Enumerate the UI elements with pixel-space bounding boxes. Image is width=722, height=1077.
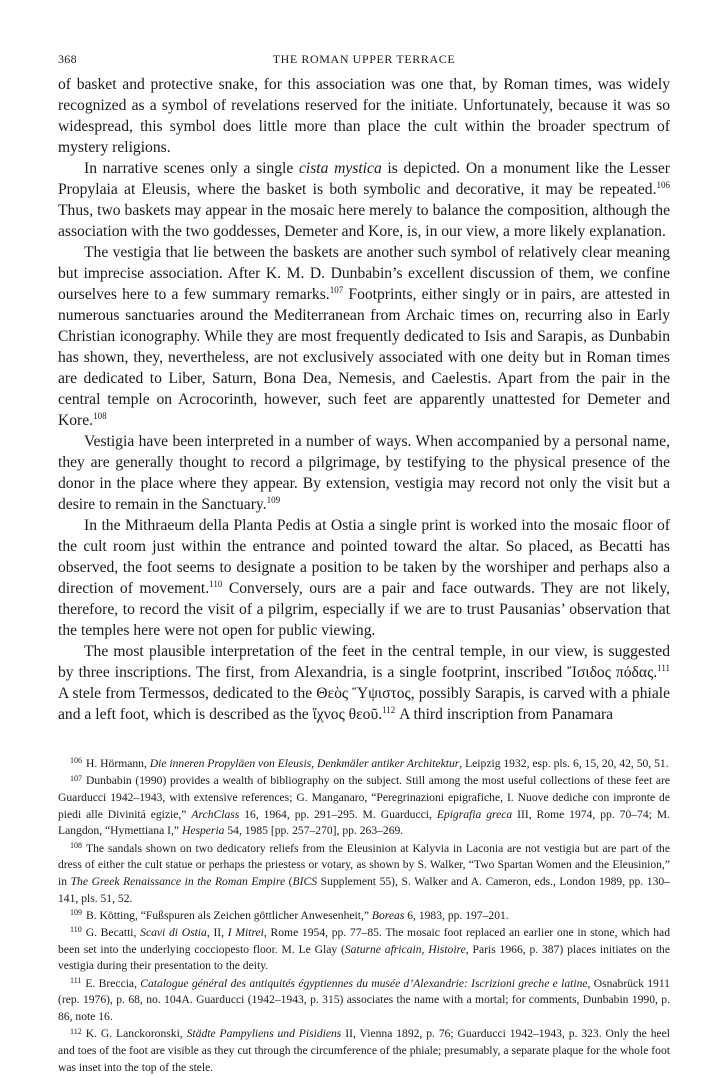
paragraph-2: In narrative scenes only a single cista mystica is depicted. On a monument like the Lesser Propylaia at Eleusis, where the basket is both symbolic and decorative, it may be repeated.$^{106}$ Thus, two baskets may appear in the mosaic here merely to balance the composition, although the association with the two goddesses, Demeter and Kore, is, in our view, a more likely explanation. (58, 160, 670, 240)
footnote-107: $^{107}$ Dunbabin (1990) provides a wealth of bibliography on the subject. Still among the most useful collections of these feet are Guarducci 1942–1943, with extensive references; G. Manganaro, “Peregrinazioni epigrafiche, I. Nuove dediche con impronte de piedi alle Divinitá egizie,” ArchClass 16, 1964, pp. 291–295. M. Guarducci, Epigrafia greca III, Rome 1974, pp. 70–74; M. Langdon, “Hymettiana I,” Hesperia 54, 1985 [pp. 257–270], pp. 263–269. (58, 773, 670, 838)
paragraph-5: In the Mithraeum della Planta Pedis at Ostia a single print is worked into the mosaic floor of the cult room just within the entrance and pointed toward the altar. So placed, as Becatti has observed, the foot seems to designate a position to be taken by the worshiper and perhaps also a direction of movement.$^{110}$ Conversely, ours are a pair and face outwards. They are not likely, therefore, to record the visit of a pilgrim, especially if we are to trust Pausanias’ observation that the temples here were not open for public viewing. (58, 517, 671, 639)
paragraph-4: Vestigia have been interpreted in a number of ways. When accompanied by a personal name, they are generally thought to record a pilgrimage, by testifying to the physical presence of the donor in the place where they appear. By extension, vestigia may record not only the visit but a desire to remain in the Sanctuary.$^{109}$ (58, 433, 670, 513)
footnote-108: $^{108}$ The sandals shown on two dedicatory reliefs from the Eleusinion at Kalyvia in Laconia are not vestigia but are part of the dress of either the cult statue or perhaps the priestess or votary, as shown by S. Walker, “Two Spartan Women and the Eleusinion,” in The Greek Renaissance in the Roman Empire (BICS Supplement 55), S. Walker and A. Cameron, eds., London 1989, pp. 130–141, pls. 51, 52. (58, 840, 670, 905)
footnote-106: $^{106}$ H. Hörmann, Die inneren Propyläen von Eleusis, Denkmäler antiker Architektur, Leipzig 1932, esp. pls. 6, 15, 20, 42, 50, 51. (70, 756, 669, 770)
footnote-111: $^{111}$ E. Breccia, Catalogue général des antiquités égyptiennes du musée d’Alexandrie: Iscrizioni greche e latine, Osnabrück 1911 (rep. 1976), p. 68, no. 104A. Guarducci (1942–1943, p. 315) associates the name with a mortal; for comments, Dunbabin 1990, p. 86, note 16. (58, 976, 670, 1024)
paragraph-3: The vestigia that lie between the baskets are another such symbol of relatively clear meaning but imprecise association. After K. M. D. Dunbabin’s excellent discussion of them, we confine ourselves here to a few summary remarks.$^{107}$ Footprints, either singly or in pairs, are attested in numerous sanctuaries around the Mediterranean from Archaic times on, recurring also in Early Christian iconography. While they are most frequently dedicated to Isis and Sarapis, as Dunbabin has shown, they, nevertheless, are not exclusively associated with one deity but in Roman times are dedicated to Liber, Saturn, Bona Dea, Nemesis, and Caelestis. Apart from the pair in the central temple on Acrocorinth, however, such feet are apparently unattested for Demeter and Kore.$^{108}$ (58, 244, 670, 429)
running-header (58, 52, 670, 74)
page-number: 368 (58, 52, 77, 66)
footnote-ref-110[interactable]: 110 (209, 579, 223, 590)
footnote-ref-112[interactable]: 112 (382, 705, 396, 716)
footnote-112: $^{112}$ K. G. Lanckoronski, Städte Pampyliens und Pisidiens II, Vienna 1892, p. 76; Guarducci 1942–1943, p. 323. Only the heel and toes of the foot are visible as they cut through the circumference of the phiale; presumably, a separate plaque for the whole foot was inset into the top of the stele. (58, 1026, 671, 1074)
main-text (58, 74, 670, 725)
book-page (58, 52, 670, 1077)
footnotes (58, 756, 670, 1076)
running-title: THE ROMAN UPPER TERRACE (272, 52, 456, 66)
footnote-109: $^{109}$ B. Kötting, “Fußspuren als Zeichen göttlicher Anwesenheit,” Boreas 6, 1983, pp. 197–201. (70, 908, 509, 922)
footnote-ref-111[interactable]: 111 (657, 663, 670, 674)
footnote-110: $^{110}$ G. Becatti, Scavi di Ostia, II, I Mitrei, Rome 1954, pp. 77–85. The mosaic foot replaced an earlier one in stone, which had been set into the underlying cocciopesto floor. M. Le Glay (Saturne africain, Histoire, Paris 1966, p. 387) places initiates on the vestigia during their presentation to the deity. (58, 925, 671, 973)
footnote-ref-108[interactable]: 108 (93, 411, 107, 422)
paragraph-1: of basket and protective snake, for this association was one that, by Roman times, was widely recognized as a symbol of revelations reserved for the initiate. Unfortunately, because it was so widespread, this symbol does little more than place the cult within the broader spectrum of mystery religions. (58, 76, 670, 156)
footnote-ref-109[interactable]: 109 (266, 495, 281, 506)
footnote-ref-107[interactable]: 107 (329, 285, 344, 296)
footnote-ref-106[interactable]: 106 (656, 180, 670, 191)
paragraph-6: The most plausible interpretation of the feet in the central temple, in our view, is suggested by three inscriptions. The first, from Alexandria, is a single footprint, inscribed Ἴσιδος πόδας.$^{111}$ A stele from Termessos, dedicated to the Θεὸς Ὕψιστος, possibly Sarapis, is carved with a phiale and a left foot, which is described as the ἴχνος θεοῦ.$^{112}$ A third inscription from Panamara (58, 643, 670, 723)
